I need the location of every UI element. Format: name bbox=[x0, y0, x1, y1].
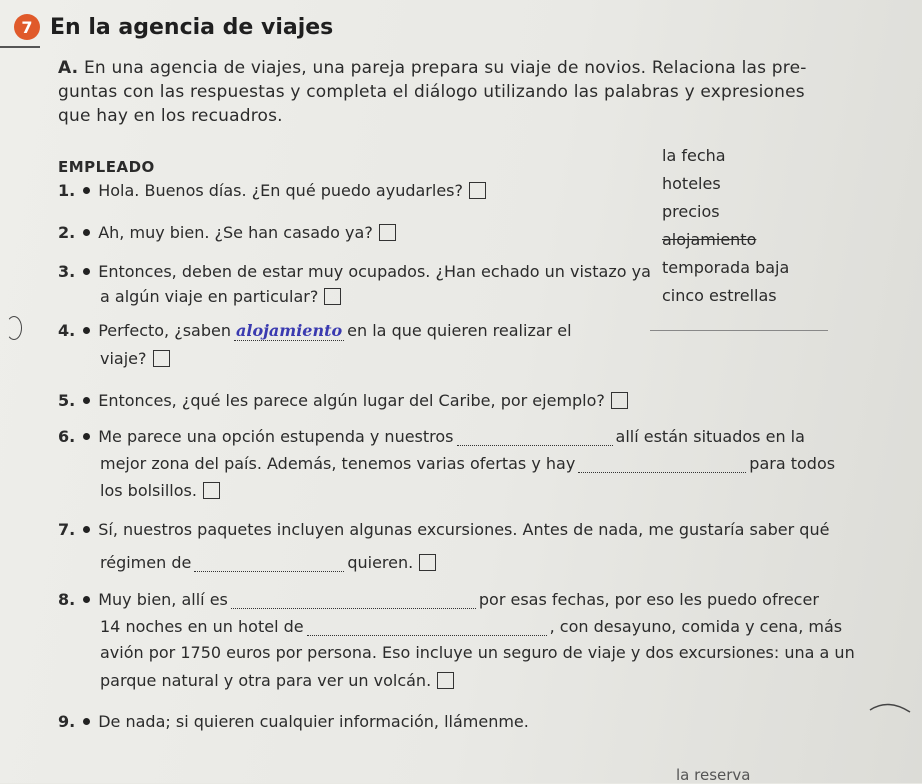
dialogue-text: allí están situados en la bbox=[615, 427, 805, 446]
dialogue-line-1 bbox=[58, 181, 486, 200]
bullet-icon bbox=[83, 433, 90, 440]
answer-checkbox[interactable] bbox=[437, 672, 454, 689]
dialogue-text: Entonces, deben de estar muy ocupados. ¿Han echado un vistazo ya bbox=[98, 262, 651, 281]
word-bank-rule bbox=[650, 330, 828, 331]
bullet-icon bbox=[83, 397, 90, 404]
line-number: 7. bbox=[58, 520, 76, 539]
dialogue-text: Hola. Buenos días. ¿En qué puedo ayudarles? bbox=[98, 181, 463, 200]
dialogue-text: para todos bbox=[749, 454, 836, 473]
dialogue-text: régimen de bbox=[100, 553, 192, 572]
bullet-icon bbox=[83, 526, 90, 533]
bullet-icon bbox=[83, 187, 90, 194]
dialogue-line-8 bbox=[58, 590, 819, 609]
answer-checkbox[interactable] bbox=[611, 392, 628, 409]
word-bank-item: temporada baja bbox=[662, 258, 790, 277]
margin-mark bbox=[6, 316, 22, 340]
bullet-icon bbox=[83, 327, 90, 334]
word-bank-item-used: alojamiento bbox=[662, 230, 757, 249]
instructions-line-1: En una agencia de viajes, una pareja prepara su viaje de novios. Relaciona las pre- bbox=[83, 58, 807, 78]
instructions-line-3: que hay en los recuadros. bbox=[58, 106, 283, 126]
line-number: 2. bbox=[58, 223, 76, 242]
dialogue-line-7 bbox=[58, 520, 829, 539]
dialogue-text: Perfecto, ¿saben bbox=[98, 321, 231, 340]
dialogue-line-6-cont bbox=[100, 454, 835, 473]
word-bank-item: cinco estrellas bbox=[662, 286, 777, 305]
line-number: 8. bbox=[58, 590, 76, 609]
dialogue-line-9 bbox=[58, 712, 529, 731]
dialogue-line-8-cont2 bbox=[100, 643, 855, 662]
answer-checkbox[interactable] bbox=[153, 350, 170, 367]
dialogue-text: en la que quieren realizar el bbox=[347, 321, 572, 340]
dialogue-text: Muy bien, allí es bbox=[98, 590, 228, 609]
word-bank bbox=[662, 146, 789, 314]
dialogue-line-8-cont3 bbox=[100, 671, 454, 690]
answer-checkbox[interactable] bbox=[469, 182, 486, 199]
instructions-line-2: guntas con las respuestas y completa el diálogo utilizando las palabras y expresiones bbox=[58, 82, 805, 102]
answer-blank[interactable] bbox=[578, 458, 746, 473]
line-number: 6. bbox=[58, 427, 76, 446]
dialogue-line-6 bbox=[58, 427, 805, 446]
dialogue-text: viaje? bbox=[100, 349, 147, 368]
line-number: 4. bbox=[58, 321, 76, 340]
word-bank-item: hoteles bbox=[662, 174, 721, 193]
exercise-number-badge: 7 bbox=[14, 14, 40, 40]
margin-rule bbox=[0, 46, 40, 48]
dialogue-line-4 bbox=[58, 321, 572, 341]
handwritten-answer[interactable]: alojamiento bbox=[236, 321, 343, 340]
dialogue-line-7-cont bbox=[100, 553, 436, 572]
dialogue-text: Me parece una opción estupenda y nuestros bbox=[98, 427, 454, 446]
dialogue-line-6-cont2 bbox=[100, 481, 220, 500]
dialogue-line-3 bbox=[58, 262, 651, 281]
instructions-letter: A. bbox=[58, 58, 79, 78]
answer-checkbox[interactable] bbox=[419, 554, 436, 571]
line-number: 9. bbox=[58, 712, 76, 731]
pencil-stroke-icon bbox=[868, 696, 914, 716]
answer-blank[interactable] bbox=[307, 621, 547, 636]
line-number: 5. bbox=[58, 391, 76, 410]
instructions bbox=[58, 56, 818, 128]
answer-blank[interactable] bbox=[194, 557, 344, 572]
dialogue-line-8-cont bbox=[100, 617, 842, 636]
line-number: 3. bbox=[58, 262, 76, 281]
dialogue-line-2 bbox=[58, 223, 396, 242]
word-bank-item: precios bbox=[662, 202, 720, 221]
answer-blank[interactable] bbox=[457, 431, 613, 446]
dialogue-text: De nada; si quieren cualquier información, llámenme. bbox=[98, 712, 529, 731]
dialogue-text: Ah, muy bien. ¿Se han casado ya? bbox=[98, 223, 373, 242]
dialogue-text: avión por 1750 euros por persona. Eso incluye un seguro de viaje y dos excursiones: una a un bbox=[100, 643, 855, 662]
bullet-icon bbox=[83, 596, 90, 603]
dialogue-line-3-cont bbox=[100, 287, 341, 306]
dialogue-line-5 bbox=[58, 391, 628, 410]
dialogue-text: Sí, nuestros paquetes incluyen algunas excursiones. Antes de nada, me gustaría saber qué bbox=[98, 520, 830, 539]
answer-checkbox[interactable] bbox=[324, 288, 341, 305]
dialogue-text: por esas fechas, por eso les puedo ofrecer bbox=[478, 590, 819, 609]
bullet-icon bbox=[83, 268, 90, 275]
dialogue-text: , con desayuno, comida y cena, más bbox=[549, 617, 843, 636]
dialogue-text: 14 noches en un hotel de bbox=[100, 617, 304, 636]
answer-checkbox[interactable] bbox=[203, 482, 220, 499]
line-number: 1. bbox=[58, 181, 76, 200]
dialogue-text: Entonces, ¿qué les parece algún lugar del Caribe, por ejemplo? bbox=[98, 391, 605, 410]
exercise-title: En la agencia de viajes bbox=[50, 14, 334, 40]
bullet-icon bbox=[83, 229, 90, 236]
answer-checkbox[interactable] bbox=[379, 224, 396, 241]
dialogue-text: los bolsillos. bbox=[100, 481, 197, 500]
footer-fragment: la reserva bbox=[676, 766, 751, 784]
exercise-header bbox=[14, 14, 333, 40]
speaker-label: EMPLEADO bbox=[58, 158, 155, 176]
dialogue-text: a algún viaje en particular? bbox=[100, 287, 319, 306]
dialogue-text: parque natural y otra para ver un volcán. bbox=[100, 671, 432, 690]
answer-blank[interactable] bbox=[231, 594, 476, 609]
dialogue-line-4-cont bbox=[100, 349, 170, 368]
word-bank-item: la fecha bbox=[662, 146, 726, 165]
bullet-icon bbox=[83, 718, 90, 725]
dialogue-text: quieren. bbox=[347, 553, 414, 572]
dialogue-text: mejor zona del país. Además, tenemos varias ofertas y hay bbox=[100, 454, 576, 473]
